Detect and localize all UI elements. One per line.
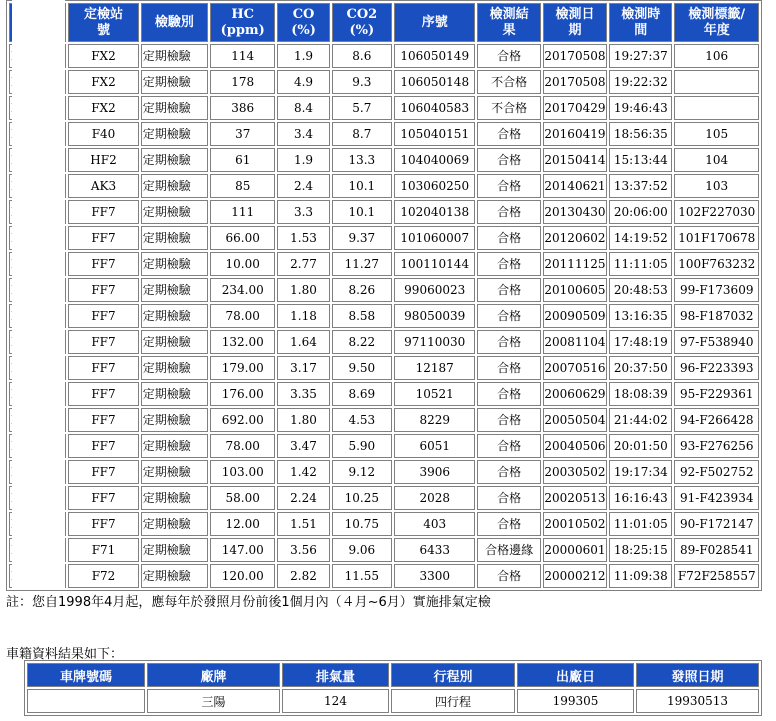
- cell-co: 3.3: [277, 200, 329, 224]
- cell-hc: 10.00: [210, 252, 275, 276]
- cell-serial: 103060250: [394, 174, 475, 198]
- table-row: [9, 200, 759, 224]
- cell-date: 20081104: [543, 330, 607, 354]
- cell-date: 20020513: [543, 486, 607, 510]
- cell-hc: 66.00: [210, 226, 275, 250]
- cell-date: 20170508: [543, 44, 607, 68]
- table-row: [9, 408, 759, 432]
- cell-time: 18:25:15: [609, 538, 672, 562]
- table-row: [9, 252, 759, 276]
- cell-serial: 106040583: [394, 96, 475, 120]
- table-row: [9, 148, 759, 172]
- cell-serial: 105040151: [394, 122, 475, 146]
- cell-label: 95-F229361: [674, 382, 759, 406]
- cell-station: FF7: [68, 486, 138, 510]
- cell-station: F72: [68, 564, 138, 588]
- cell-result: 合格: [477, 382, 540, 406]
- cell-time: 20:48:53: [609, 278, 672, 302]
- table-row: [9, 278, 759, 302]
- cell-co: 8.4: [277, 96, 329, 120]
- cell-type: 定期檢驗: [141, 44, 208, 68]
- cell-result: 合格: [477, 330, 540, 354]
- vehicle-table: [24, 660, 762, 716]
- cell-date: 20130430: [543, 200, 607, 224]
- cell-serial: 12187: [394, 356, 475, 380]
- cell-time: 20:01:50: [609, 434, 672, 458]
- cell-hc: 386: [210, 96, 275, 120]
- vehicle-stroke: 四行程: [391, 689, 515, 713]
- cell-result: 不合格: [477, 70, 540, 94]
- cell-serial: 106050149: [394, 44, 475, 68]
- cell-time: 18:08:39: [609, 382, 672, 406]
- cell-hc: 114: [210, 44, 275, 68]
- cell-type: 定期檢驗: [141, 96, 208, 120]
- cell-co2: 10.75: [332, 512, 392, 536]
- header-label: 檢測標籤/ 年度: [674, 3, 759, 42]
- cell-co2: 8.26: [332, 278, 392, 302]
- cell-type: 定期檢驗: [141, 486, 208, 510]
- vehicle-brand: 三陽: [147, 689, 280, 713]
- cell-label: 102F227030: [674, 200, 759, 224]
- cell-date: 20160419: [543, 122, 607, 146]
- cell-type: 定期檢驗: [141, 564, 208, 588]
- cell-time: 20:37:50: [609, 356, 672, 380]
- cell-result: 合格: [477, 512, 540, 536]
- cell-label: 104: [674, 148, 759, 172]
- cell-label: 101F170678: [674, 226, 759, 250]
- cell-time: 19:17:34: [609, 460, 672, 484]
- header-serial: 序號: [394, 3, 475, 42]
- cell-type: 定期檢驗: [141, 434, 208, 458]
- table-row: [9, 330, 759, 354]
- cell-station: FF7: [68, 330, 138, 354]
- vehicle-issue: 19930513: [636, 689, 759, 713]
- header-co2: CO2 (%): [332, 3, 392, 42]
- cell-hc: 120.00: [210, 564, 275, 588]
- inspection-table: [6, 0, 762, 591]
- cell-type: 定期檢驗: [141, 538, 208, 562]
- table-row: [9, 226, 759, 250]
- cell-co2: 5.7: [332, 96, 392, 120]
- cell-date: 20170429: [543, 96, 607, 120]
- cell-co2: 8.7: [332, 122, 392, 146]
- cell-time: 21:44:02: [609, 408, 672, 432]
- header-result: 檢測結 果: [477, 3, 540, 42]
- vehicle-heading: 車籍資料結果如下：: [6, 647, 124, 662]
- cell-co: 1.9: [277, 44, 329, 68]
- cell-hc: 178: [210, 70, 275, 94]
- table-row: [9, 538, 759, 562]
- vehicle-row: [27, 689, 759, 713]
- header-station: 定檢站 號: [68, 3, 138, 42]
- cell-co2: 11.55: [332, 564, 392, 588]
- cell-station: FF7: [68, 460, 138, 484]
- cell-result: 合格: [477, 304, 540, 328]
- cell-time: 13:16:35: [609, 304, 672, 328]
- cell-type: 定期檢驗: [141, 408, 208, 432]
- cell-label: 90-F172147: [674, 512, 759, 536]
- cell-co2: 9.06: [332, 538, 392, 562]
- cell-station: FF7: [68, 226, 138, 250]
- vehicle-manufacture: 199305: [517, 689, 634, 713]
- cell-date: 20060629: [543, 382, 607, 406]
- cell-date: 20150414: [543, 148, 607, 172]
- cell-co: 3.17: [277, 356, 329, 380]
- cell-station: FX2: [68, 96, 138, 120]
- cell-co2: 9.37: [332, 226, 392, 250]
- cell-co: 1.64: [277, 330, 329, 354]
- cell-co: 1.80: [277, 408, 329, 432]
- cell-station: HF2: [68, 148, 138, 172]
- cell-hc: 78.00: [210, 304, 275, 328]
- cell-co: 1.80: [277, 278, 329, 302]
- cell-station: AK3: [68, 174, 138, 198]
- cell-station: F71: [68, 538, 138, 562]
- cell-result: 合格: [477, 408, 540, 432]
- cell-result: 合格: [477, 122, 540, 146]
- cell-station: F40: [68, 122, 138, 146]
- cell-time: 17:48:19: [609, 330, 672, 354]
- vehicle-header-stroke: 行程別: [391, 663, 515, 687]
- cell-type: 定期檢驗: [141, 356, 208, 380]
- cell-co: 3.47: [277, 434, 329, 458]
- cell-serial: 403: [394, 512, 475, 536]
- cell-station: FF7: [68, 356, 138, 380]
- cell-station: FF7: [68, 200, 138, 224]
- cell-label: 97-F538940: [674, 330, 759, 354]
- cell-type: 定期檢驗: [141, 512, 208, 536]
- vehicle-header-manufacture: 出廠日: [517, 663, 634, 687]
- cell-time: 11:11:05: [609, 252, 672, 276]
- cell-time: 19:27:37: [609, 44, 672, 68]
- cell-serial: 99060023: [394, 278, 475, 302]
- cell-serial: 3300: [394, 564, 475, 588]
- cell-co2: 4.53: [332, 408, 392, 432]
- cell-result: 不合格: [477, 96, 540, 120]
- cell-co2: 10.1: [332, 174, 392, 198]
- cell-co2: 8.69: [332, 382, 392, 406]
- table-row: [9, 460, 759, 484]
- cell-type: 定期檢驗: [141, 252, 208, 276]
- cell-type: 定期檢驗: [141, 330, 208, 354]
- cell-station: FX2: [68, 70, 138, 94]
- cell-station: FF7: [68, 434, 138, 458]
- cell-type: 定期檢驗: [141, 304, 208, 328]
- cell-label: 94-F266428: [674, 408, 759, 432]
- cell-station: FF7: [68, 382, 138, 406]
- cell-date: 20070516: [543, 356, 607, 380]
- cell-time: 14:19:52: [609, 226, 672, 250]
- cell-hc: 12.00: [210, 512, 275, 536]
- table-row: [9, 512, 759, 536]
- cell-station: FF7: [68, 278, 138, 302]
- cell-type: 定期檢驗: [141, 70, 208, 94]
- cell-result: 合格: [477, 148, 540, 172]
- cell-type: 定期檢驗: [141, 174, 208, 198]
- cell-co: 2.4: [277, 174, 329, 198]
- cell-co2: 11.27: [332, 252, 392, 276]
- cell-type: 定期檢驗: [141, 200, 208, 224]
- table-row: [9, 174, 759, 198]
- cell-result: 合格: [477, 252, 540, 276]
- cell-hc: 111: [210, 200, 275, 224]
- table-row: [9, 356, 759, 380]
- cell-label: 106: [674, 44, 759, 68]
- table-row: [9, 70, 759, 94]
- cell-result: 合格: [477, 278, 540, 302]
- table-row: [9, 486, 759, 510]
- cell-serial: 106050148: [394, 70, 475, 94]
- header-time: 檢測時 間: [609, 3, 672, 42]
- cell-label: 96-F223393: [674, 356, 759, 380]
- inspection-header-row: [9, 3, 759, 42]
- cell-co2: 8.22: [332, 330, 392, 354]
- cell-co2: 5.90: [332, 434, 392, 458]
- cell-time: 13:37:52: [609, 174, 672, 198]
- cell-station: FX2: [68, 44, 138, 68]
- cell-hc: 61: [210, 148, 275, 172]
- cell-result: 合格邊緣: [477, 538, 540, 562]
- cell-hc: 58.00: [210, 486, 275, 510]
- cell-type: 定期檢驗: [141, 226, 208, 250]
- cell-hc: 78.00: [210, 434, 275, 458]
- cell-label: F72F258557: [674, 564, 759, 588]
- cell-co2: 9.50: [332, 356, 392, 380]
- cell-label: [674, 96, 759, 120]
- cell-date: 20050504: [543, 408, 607, 432]
- cell-hc: 234.00: [210, 278, 275, 302]
- cell-result: 合格: [477, 486, 540, 510]
- cell-date: 20030502: [543, 460, 607, 484]
- cell-hc: 37: [210, 122, 275, 146]
- cell-hc: 176.00: [210, 382, 275, 406]
- cell-station: FF7: [68, 408, 138, 432]
- header-type: 檢驗別: [141, 3, 208, 42]
- table-row: [9, 304, 759, 328]
- plate-redaction: [12, 0, 65, 590]
- table-row: [9, 122, 759, 146]
- inspection-note: 註：您自1998年4月起，應每年於發照月份前後1個月內（４月~6月）實施排氣定檢: [6, 595, 491, 610]
- cell-hc: 103.00: [210, 460, 275, 484]
- table-row: [9, 564, 759, 588]
- cell-co: 1.53: [277, 226, 329, 250]
- cell-time: 20:06:00: [609, 200, 672, 224]
- table-row: [9, 44, 759, 68]
- cell-serial: 97110030: [394, 330, 475, 354]
- cell-label: [674, 70, 759, 94]
- cell-label: 105: [674, 122, 759, 146]
- cell-station: FF7: [68, 304, 138, 328]
- cell-co2: 8.58: [332, 304, 392, 328]
- cell-date: 20000212: [543, 564, 607, 588]
- cell-serial: 102040138: [394, 200, 475, 224]
- cell-label: 103: [674, 174, 759, 198]
- cell-time: 18:56:35: [609, 122, 672, 146]
- cell-type: 定期檢驗: [141, 148, 208, 172]
- cell-station: FF7: [68, 512, 138, 536]
- cell-serial: 98050039: [394, 304, 475, 328]
- cell-co: 2.82: [277, 564, 329, 588]
- cell-label: 91-F423934: [674, 486, 759, 510]
- vehicle-header-displacement: 排氣量: [282, 663, 389, 687]
- cell-label: 99-F173609: [674, 278, 759, 302]
- cell-hc: 692.00: [210, 408, 275, 432]
- cell-time: 11:01:05: [609, 512, 672, 536]
- cell-result: 合格: [477, 226, 540, 250]
- cell-date: 20040506: [543, 434, 607, 458]
- cell-result: 合格: [477, 460, 540, 484]
- cell-date: 20100605: [543, 278, 607, 302]
- cell-serial: 3906: [394, 460, 475, 484]
- header-co: CO (%): [277, 3, 329, 42]
- cell-station: FF7: [68, 252, 138, 276]
- vehicle-header-issue: 發照日期: [636, 663, 759, 687]
- cell-label: 92-F502752: [674, 460, 759, 484]
- cell-time: 19:46:43: [609, 96, 672, 120]
- table-row: [9, 96, 759, 120]
- cell-date: 20111125: [543, 252, 607, 276]
- cell-co: 3.4: [277, 122, 329, 146]
- cell-co: 2.77: [277, 252, 329, 276]
- cell-co: 3.35: [277, 382, 329, 406]
- cell-co: 1.9: [277, 148, 329, 172]
- cell-type: 定期檢驗: [141, 278, 208, 302]
- cell-co2: 10.1: [332, 200, 392, 224]
- cell-result: 合格: [477, 356, 540, 380]
- cell-serial: 2028: [394, 486, 475, 510]
- cell-co: 1.42: [277, 460, 329, 484]
- cell-type: 定期檢驗: [141, 382, 208, 406]
- cell-serial: 10521: [394, 382, 475, 406]
- cell-date: 20000601: [543, 538, 607, 562]
- vehicle-header-row: [27, 663, 759, 687]
- cell-co2: 10.25: [332, 486, 392, 510]
- cell-co2: 9.12: [332, 460, 392, 484]
- vehicle-header-brand: 廠牌: [147, 663, 280, 687]
- cell-co: 3.56: [277, 538, 329, 562]
- cell-hc: 85: [210, 174, 275, 198]
- header-hc: HC (ppm): [210, 3, 275, 42]
- cell-serial: 104040069: [394, 148, 475, 172]
- cell-serial: 6433: [394, 538, 475, 562]
- cell-date: 20010502: [543, 512, 607, 536]
- cell-result: 合格: [477, 174, 540, 198]
- table-row: [9, 382, 759, 406]
- cell-result: 合格: [477, 44, 540, 68]
- cell-result: 合格: [477, 434, 540, 458]
- header-date: 檢測日 期: [543, 3, 607, 42]
- cell-label: 93-F276256: [674, 434, 759, 458]
- table-row: [9, 434, 759, 458]
- cell-co: 4.9: [277, 70, 329, 94]
- cell-label: 89-F028541: [674, 538, 759, 562]
- cell-co2: 13.3: [332, 148, 392, 172]
- vehicle-header-plate: 車牌號碼: [27, 663, 145, 687]
- vehicle-displacement: 124: [282, 689, 389, 713]
- cell-date: 20170508: [543, 70, 607, 94]
- vehicle-plate: [27, 689, 145, 713]
- cell-serial: 101060007: [394, 226, 475, 250]
- cell-date: 20090509: [543, 304, 607, 328]
- cell-co2: 8.6: [332, 44, 392, 68]
- cell-hc: 179.00: [210, 356, 275, 380]
- cell-type: 定期檢驗: [141, 122, 208, 146]
- cell-date: 20140621: [543, 174, 607, 198]
- cell-hc: 132.00: [210, 330, 275, 354]
- cell-type: 定期檢驗: [141, 460, 208, 484]
- cell-date: 20120602: [543, 226, 607, 250]
- cell-result: 合格: [477, 564, 540, 588]
- cell-serial: 8229: [394, 408, 475, 432]
- cell-time: 11:09:38: [609, 564, 672, 588]
- cell-co: 1.18: [277, 304, 329, 328]
- cell-hc: 147.00: [210, 538, 275, 562]
- cell-serial: 6051: [394, 434, 475, 458]
- cell-serial: 100110144: [394, 252, 475, 276]
- cell-time: 15:13:44: [609, 148, 672, 172]
- cell-co2: 9.3: [332, 70, 392, 94]
- cell-co: 1.51: [277, 512, 329, 536]
- cell-time: 19:22:32: [609, 70, 672, 94]
- cell-time: 16:16:43: [609, 486, 672, 510]
- cell-co: 2.24: [277, 486, 329, 510]
- cell-result: 合格: [477, 200, 540, 224]
- cell-label: 98-F187032: [674, 304, 759, 328]
- cell-label: 100F763232: [674, 252, 759, 276]
